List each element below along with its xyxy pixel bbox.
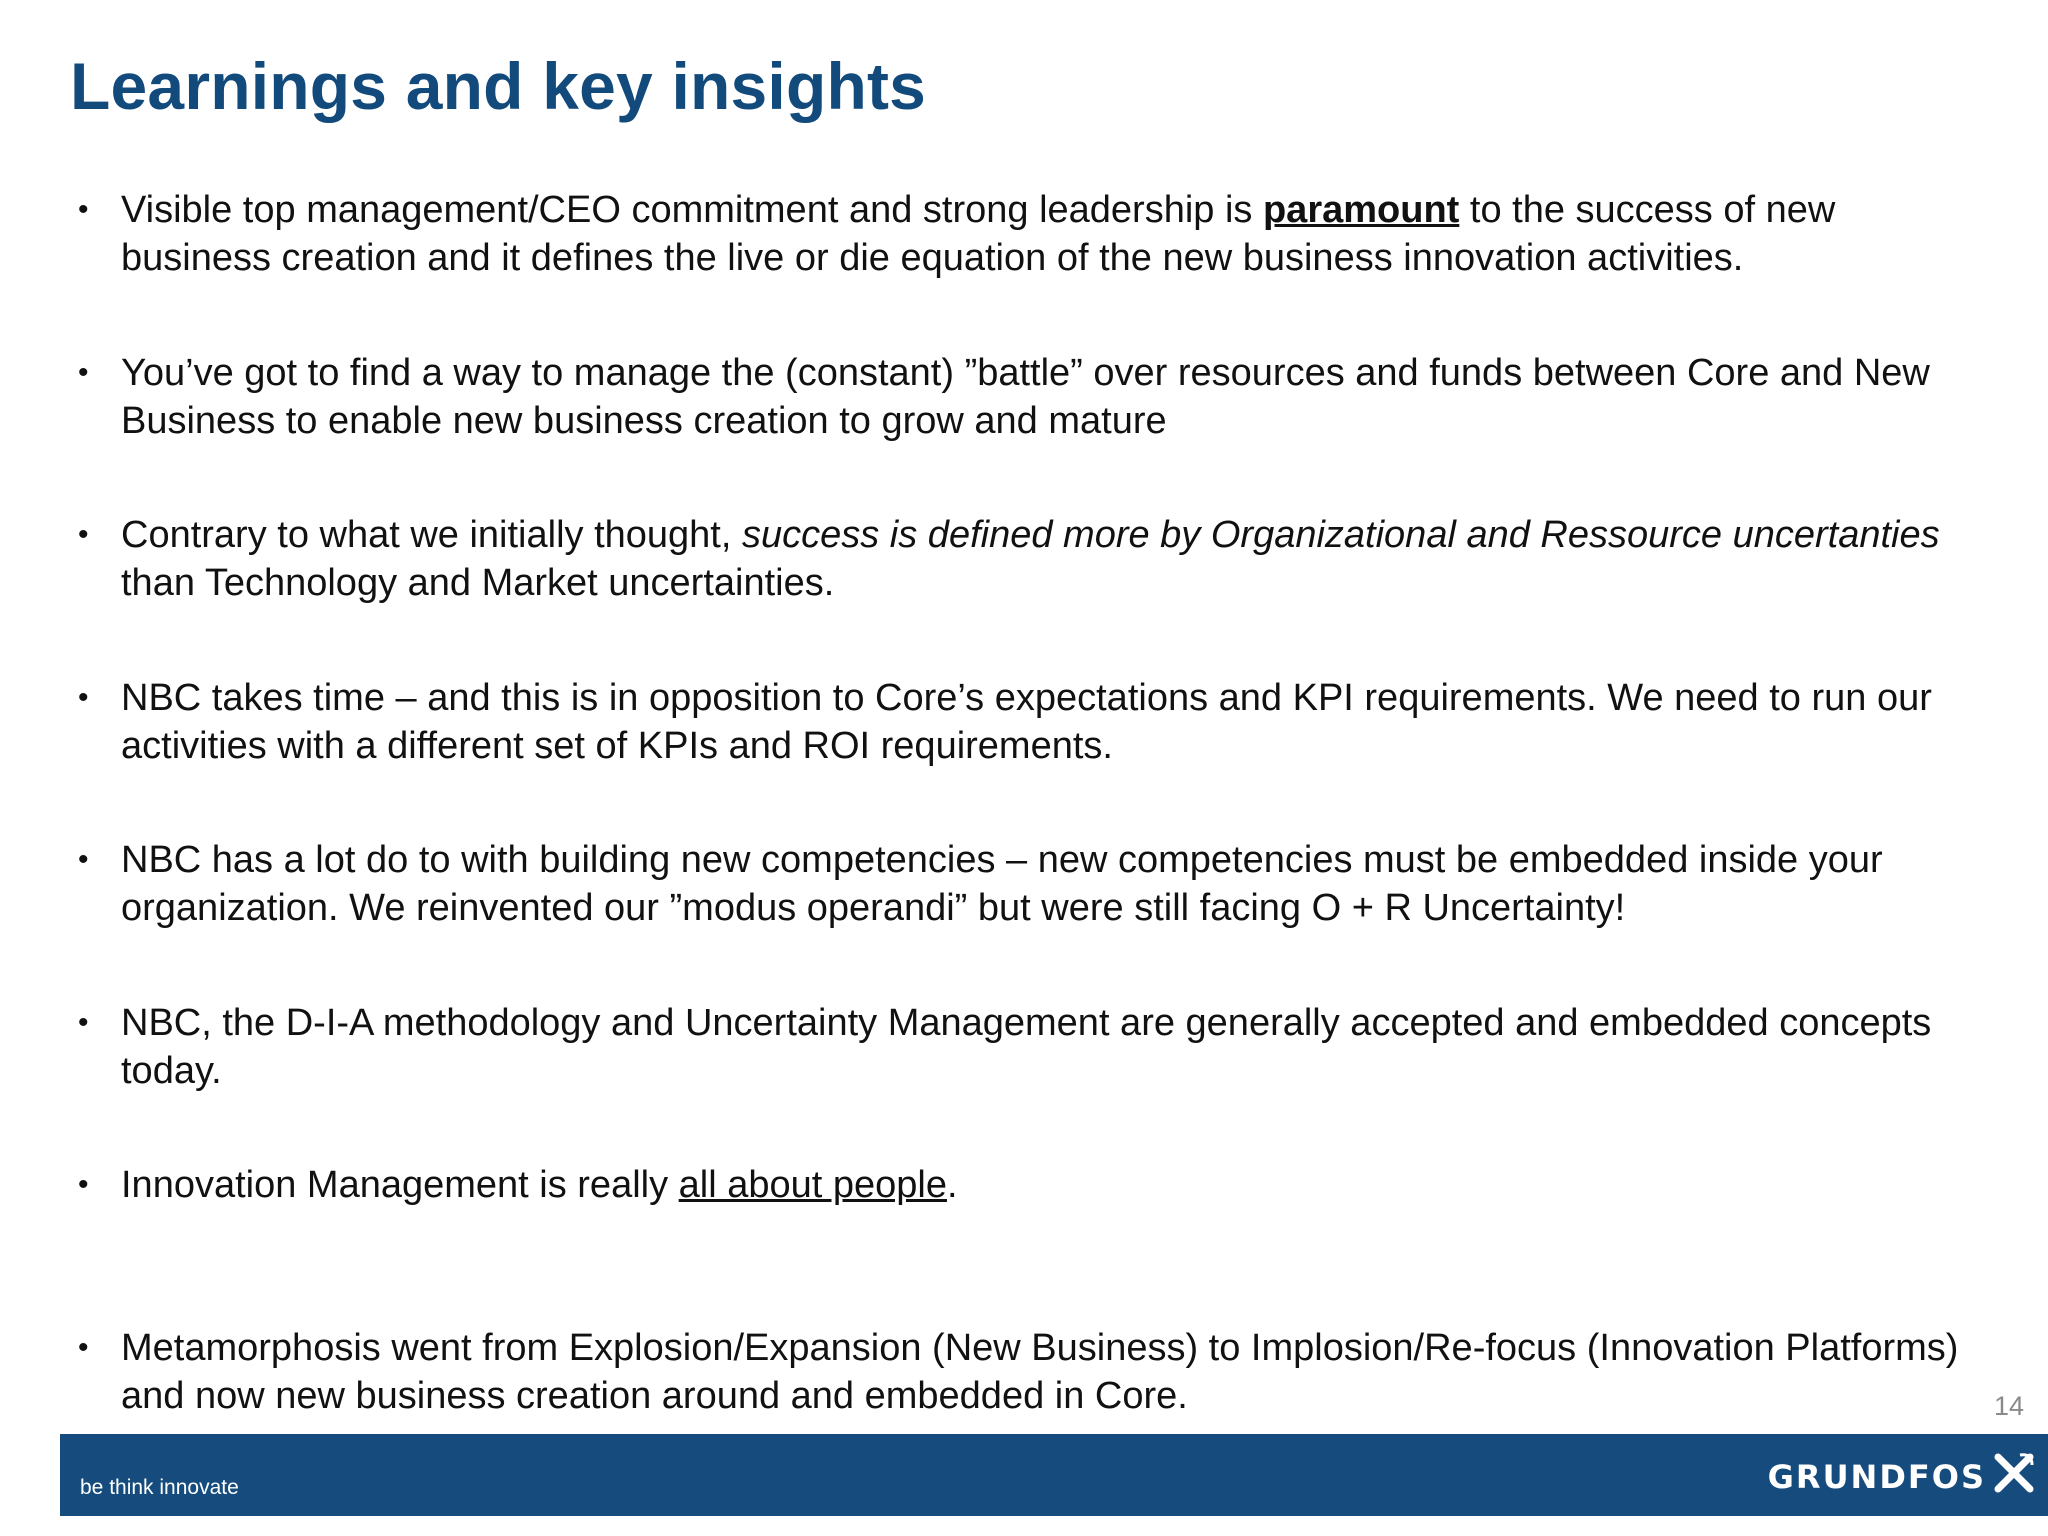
bullet-item-6 [74, 999, 1974, 1095]
brand-logo [1768, 1446, 2038, 1500]
page-title: Learnings and key insights [70, 49, 927, 123]
bullet-text-5: NBC has a lot do to with building new competencies – new competencies must be embedded inside your organization. We reinvented our ”modus operandi” but were still facing O + R Uncertainty! [121, 839, 1883, 929]
bullet-marker: • [78, 355, 89, 389]
grundfos-x-icon [1990, 1449, 2038, 1497]
bullet-text-8: Metamorphosis went from Explosion/Expansion (New Business) to Implosion/Re-focus (Innovation Platforms) and now new business creation around and embedded in Core. [121, 1326, 1959, 1417]
bullet-marker: • [78, 680, 89, 714]
insights-list [74, 186, 1974, 1486]
footer-tagline: be think innovate [80, 1476, 239, 1499]
bullet-marker: • [78, 518, 89, 551]
bullet-marker: • [78, 1168, 89, 1201]
bullet-item-7 [74, 1161, 1974, 1257]
bullet-text-4: NBC takes time – and this is in opposition to Core’s expectations and KPI requirements. We need to run our activities with a different set of KPIs and ROI requirements. [121, 676, 1932, 767]
bullet-item-5 [74, 836, 1974, 932]
emphasis-paramount: paramount [1262, 189, 1460, 231]
bullet-text-3: Contrary to what we initially thought, success is defined more by Organizational and Ressource uncertanties than Technology and Market uncertainties. [121, 514, 1940, 604]
bullet-marker: • [78, 1330, 89, 1364]
page-number: 14 [1993, 1391, 2024, 1421]
bullet-marker: • [78, 1005, 89, 1039]
emphasis-all-about-people: all about people [678, 1164, 947, 1206]
brand-wordmark: GRUNDFOS [1767, 1458, 1986, 1496]
footer-bar [60, 1434, 2048, 1516]
bullet-item-8 [74, 1324, 1974, 1420]
bullet-item-3 [74, 511, 1974, 607]
bullet-item-1 [74, 186, 1974, 282]
bullet-item-4 [74, 674, 1974, 770]
bullet-marker: • [78, 193, 89, 226]
bullet-text-7: Innovation Management is really all about people. [121, 1164, 958, 1206]
bullet-item-2 [74, 349, 1974, 445]
bullet-text-2: You’ve got to find a way to manage the (constant) ”battle” over resources and funds between Core and New Business to enable new business creation to grow and mature [121, 351, 1930, 442]
bullet-text-6: NBC, the D-I-A methodology and Uncertainty Management are generally accepted and embedded concepts today. [121, 1001, 1932, 1092]
emphasis-italic: success is defined more by Organizational and Ressource uncertanties [741, 514, 1940, 556]
bullet-marker: • [78, 843, 89, 876]
bullet-text-1: Visible top management/CEO commitment and strong leadership is paramount to the success of new business creation and it defines the live or die equation of the new business innovation activities. [121, 189, 1836, 279]
